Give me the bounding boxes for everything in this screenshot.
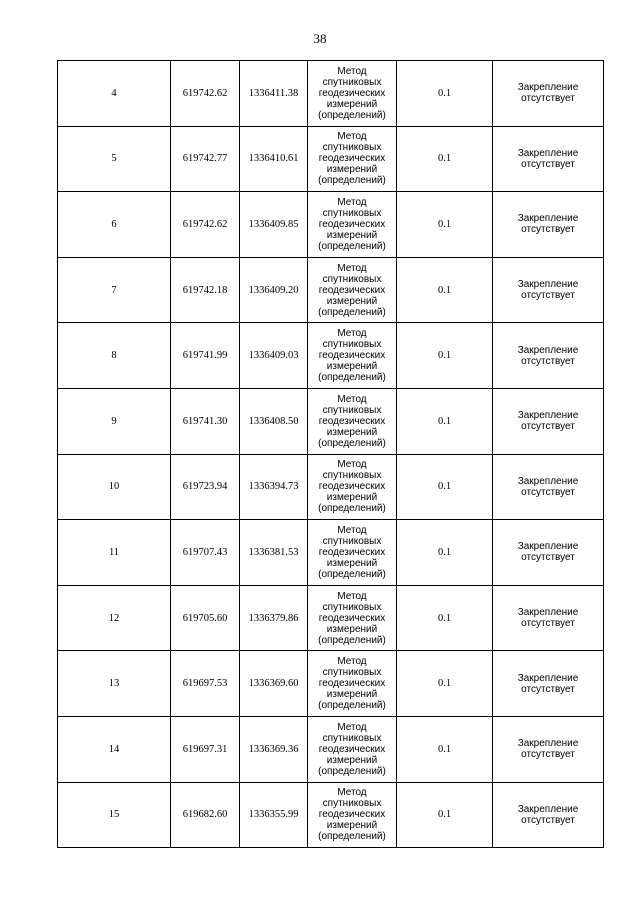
fixing-description-cell [493,323,604,389]
x-coordinate-cell: 619697.53 [171,651,240,717]
fixing-text-line: Закрепление [517,475,579,487]
point-number-cell: 10 [58,454,171,520]
method-text-line: измерений [326,98,378,110]
fixing-text-line: Закрепление [517,213,579,225]
fixing-text-line: Закрепление [517,738,579,750]
method-text-line: Метод [337,590,367,602]
method-text-line: измерений [326,623,378,635]
fixing-text-line: Закрепление [517,279,579,291]
method-text-line: (определений) [318,700,386,712]
y-coordinate-cell: 1336394.73 [240,454,308,520]
fixing-text-line: отсутствует [521,618,575,630]
x-coordinate-cell: 619723.94 [171,454,240,520]
fixing-text-line: Закрепление [517,344,579,356]
y-coordinate-cell: 1336379.86 [240,585,308,651]
accuracy-cell: 0.1 [397,126,493,192]
method-text-line: спутниковых [322,207,382,219]
accuracy-cell: 0.1 [397,782,493,848]
method-text-line: Метод [337,393,367,405]
method-text-line: геодезических [318,350,386,362]
table-row [58,716,604,782]
table-row [58,192,604,258]
point-number-cell: 9 [58,388,171,454]
fixing-description-cell [493,126,604,192]
method-text-line: измерений [326,164,378,176]
method-text-line: Метод [337,328,367,340]
fixing-description-cell [493,585,604,651]
y-coordinate-cell: 1336381.53 [240,520,308,586]
x-coordinate-cell: 619742.77 [171,126,240,192]
method-text-line: геодезических [318,743,386,755]
method-text-line: (определений) [318,765,386,777]
method-cell [308,454,397,520]
y-coordinate-cell: 1336408.50 [240,388,308,454]
method-text-line: спутниковых [322,667,382,679]
method-text-line: геодезических [318,218,386,230]
table-row [58,323,604,389]
method-cell [308,651,397,717]
fixing-text-line: Закрепление [517,410,579,422]
fixing-text-line: отсутствует [521,421,575,433]
x-coordinate-cell: 619742.62 [171,61,240,127]
accuracy-cell: 0.1 [397,651,493,717]
method-text-line: геодезических [318,481,386,493]
y-coordinate-cell: 1336355.99 [240,782,308,848]
table-row [58,454,604,520]
method-text-line: (определений) [318,175,386,187]
fixing-text-line: отсутствует [521,486,575,498]
y-coordinate-cell: 1336410.61 [240,126,308,192]
method-text-line: спутниковых [322,339,382,351]
method-text-line: геодезических [318,415,386,427]
table-row [58,257,604,323]
table-row [58,520,604,586]
method-text-line: (определений) [318,109,386,121]
method-text-line: Метод [337,131,367,143]
fixing-description-cell [493,388,604,454]
fixing-description-cell [493,61,604,127]
method-text-line: Метод [337,262,367,274]
accuracy-cell: 0.1 [397,585,493,651]
method-text-line: Метод [337,721,367,733]
table-row [58,782,604,848]
page-number: 38 [313,31,327,46]
method-text-line: Метод [337,459,367,471]
point-number-cell: 7 [58,257,171,323]
method-cell [308,323,397,389]
method-text-line: (определений) [318,503,386,515]
fixing-text-line: отсутствует [521,683,575,695]
method-cell [308,126,397,192]
method-cell [308,585,397,651]
point-number-cell: 12 [58,585,171,651]
accuracy-cell: 0.1 [397,454,493,520]
accuracy-cell: 0.1 [397,323,493,389]
x-coordinate-cell: 619741.99 [171,323,240,389]
method-text-line: геодезических [318,284,386,296]
y-coordinate-cell: 1336369.36 [240,716,308,782]
method-text-line: спутниковых [322,601,382,613]
method-text-line: измерений [326,229,378,241]
table-row [58,61,604,127]
method-text-line: (определений) [318,634,386,646]
fixing-text-line: Закрепление [517,607,579,619]
fixing-text-line: отсутствует [521,814,575,826]
fixing-description-cell [493,651,604,717]
method-text-line: Метод [337,65,367,77]
method-text-line: геодезических [318,612,386,624]
method-text-line: измерений [326,820,378,832]
point-number-cell: 8 [58,323,171,389]
accuracy-cell: 0.1 [397,716,493,782]
method-cell [308,192,397,258]
method-text-line: спутниковых [322,732,382,744]
method-cell [308,257,397,323]
method-text-line: измерений [326,557,378,569]
table-row [58,651,604,717]
method-cell [308,388,397,454]
method-text-line: измерений [326,295,378,307]
method-text-line: спутниковых [322,798,382,810]
point-number-cell: 5 [58,126,171,192]
point-number-cell: 14 [58,716,171,782]
method-text-line: спутниковых [322,76,382,88]
table-row [58,388,604,454]
method-text-line: (определений) [318,372,386,384]
method-text-line: (определений) [318,831,386,843]
fixing-description-cell [493,716,604,782]
method-text-line: (определений) [318,306,386,318]
point-number-cell: 4 [58,61,171,127]
fixing-text-line: отсутствует [521,355,575,367]
x-coordinate-cell: 619705.60 [171,585,240,651]
x-coordinate-cell: 619682.60 [171,782,240,848]
method-cell [308,520,397,586]
method-text-line: геодезических [318,87,386,99]
method-cell [308,61,397,127]
method-text-line: геодезических [318,809,386,821]
fixing-text-line: отсутствует [521,93,575,105]
y-coordinate-cell: 1336409.20 [240,257,308,323]
table-row [58,585,604,651]
method-text-line: спутниковых [322,404,382,416]
method-cell [308,716,397,782]
method-text-line: измерений [326,426,378,438]
accuracy-cell: 0.1 [397,192,493,258]
coordinates-table [57,60,604,848]
fixing-text-line: Закрепление [517,672,579,684]
method-text-line: измерений [326,492,378,504]
x-coordinate-cell: 619742.18 [171,257,240,323]
y-coordinate-cell: 1336411.38 [240,61,308,127]
x-coordinate-cell: 619741.30 [171,388,240,454]
accuracy-cell: 0.1 [397,257,493,323]
method-text-line: измерений [326,361,378,373]
fixing-text-line: Закрепление [517,803,579,815]
table-row [58,126,604,192]
method-text-line: Метод [337,524,367,536]
accuracy-cell: 0.1 [397,388,493,454]
x-coordinate-cell: 619697.31 [171,716,240,782]
y-coordinate-cell: 1336409.85 [240,192,308,258]
method-text-line: (определений) [318,240,386,252]
point-number-cell: 13 [58,651,171,717]
fixing-description-cell [493,782,604,848]
method-text-line: Метод [337,656,367,668]
y-coordinate-cell: 1336409.03 [240,323,308,389]
method-text-line: Метод [337,196,367,208]
method-text-line: измерений [326,754,378,766]
fixing-text-line: отсутствует [521,749,575,761]
fixing-description-cell [493,454,604,520]
fixing-description-cell [493,257,604,323]
method-text-line: спутниковых [322,273,382,285]
method-text-line: спутниковых [322,142,382,154]
fixing-text-line: Закрепление [517,541,579,553]
point-number-cell: 11 [58,520,171,586]
fixing-description-cell [493,192,604,258]
fixing-text-line: отсутствует [521,552,575,564]
accuracy-cell: 0.1 [397,61,493,127]
method-text-line: Метод [337,787,367,799]
method-text-line: (определений) [318,568,386,580]
method-text-line: спутниковых [322,470,382,482]
method-text-line: геодезических [318,678,386,690]
fixing-text-line: отсутствует [521,290,575,302]
method-text-line: измерений [326,689,378,701]
fixing-text-line: отсутствует [521,158,575,170]
method-text-line: геодезических [318,546,386,558]
method-text-line: (определений) [318,437,386,449]
method-cell [308,782,397,848]
x-coordinate-cell: 619707.43 [171,520,240,586]
point-number-cell: 15 [58,782,171,848]
point-number-cell: 6 [58,192,171,258]
table-body [58,61,604,848]
method-text-line: геодезических [318,153,386,165]
fixing-description-cell [493,520,604,586]
fixing-text-line: Закрепление [517,147,579,159]
y-coordinate-cell: 1336369.60 [240,651,308,717]
method-text-line: спутниковых [322,535,382,547]
fixing-text-line: отсутствует [521,224,575,236]
x-coordinate-cell: 619742.62 [171,192,240,258]
fixing-text-line: Закрепление [517,82,579,94]
accuracy-cell: 0.1 [397,520,493,586]
